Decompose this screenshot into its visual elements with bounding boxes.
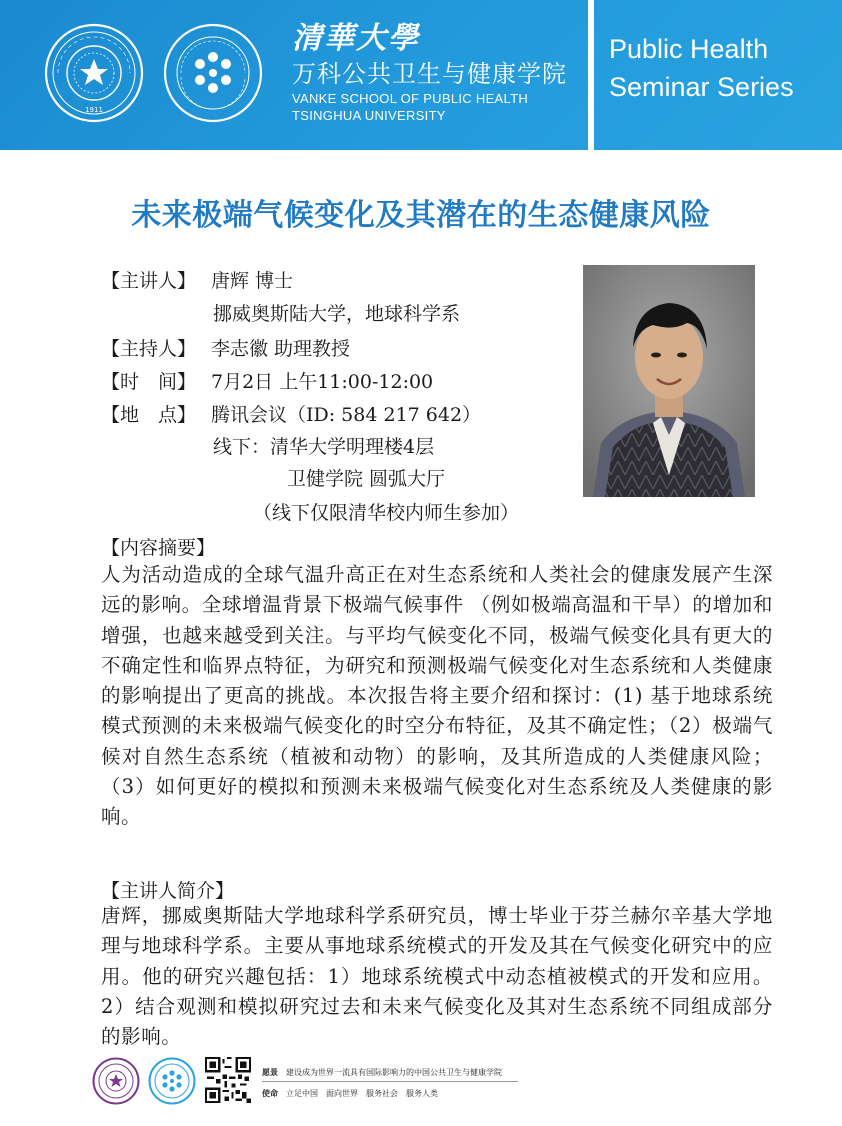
host-row <box>101 336 350 362</box>
place-online: 腾讯会议（ID: 584 217 642） <box>211 404 482 426</box>
tsinghua-calligraphy: 清華大學 <box>292 21 420 56</box>
vanke-school-logo <box>163 23 263 123</box>
series-line-2: Seminar Series <box>609 72 794 102</box>
header-banner <box>0 0 842 150</box>
speaker-row <box>101 268 293 294</box>
time-label: 【时 间】 <box>101 371 197 393</box>
seminar-title: 未来极端气候变化及其潜在的生态健康风险 <box>131 198 711 233</box>
seminar-series-label <box>609 30 794 106</box>
footer-vision <box>262 1067 502 1078</box>
place-offline-2: 卫健学院 圆弧大厅 <box>287 468 446 490</box>
mission-text: 立足中国 面向世界 服务社会 服务人类 <box>286 1089 438 1098</box>
host-label: 【主持人】 <box>101 338 197 360</box>
speaker-label: 【主讲人】 <box>101 270 197 292</box>
abstract-heading: 【内容摘要】 <box>101 537 216 559</box>
series-line-1: Public Health <box>609 34 769 64</box>
footer-divider <box>262 1081 518 1082</box>
speaker-photo <box>583 265 755 497</box>
bio-text: 唐辉，挪威奥斯陆大学地球科学系研究员，博士毕业于芬兰赫尔辛基大学地理与地球科学系。主要从事地球系统模式的开发及其在气候变化研究中的应用。他的研究兴趣包括：1）地球系统模式中动态植被模式的开发和应用。 2）结合观测和模拟研究过去和未来气候变化及其对生态系统不同组成部分的影响。 <box>101 904 773 1049</box>
mission-label: 使命 <box>262 1089 278 1098</box>
seal-year: 1911 <box>85 106 103 114</box>
time-row <box>101 369 433 395</box>
school-brand <box>292 22 567 124</box>
vision-label: 愿景 <box>262 1068 278 1077</box>
vision-text: 建设成为世界一流具有国际影响力的中国公共卫生与健康学院 <box>286 1068 502 1077</box>
speaker-affiliation: 挪威奥斯陆大学，地球科学系 <box>213 303 461 325</box>
school-name-en-2: TSINGHUA UNIVERSITY <box>292 108 446 123</box>
school-name-en-1: VANKE SCHOOL OF PUBLIC HEALTH <box>292 91 529 106</box>
bio-heading: 【主讲人简介】 <box>101 880 235 902</box>
host-name: 李志徽 助理教授 <box>211 338 351 360</box>
speaker-name: 唐辉 博士 <box>211 270 294 292</box>
header-divider <box>588 0 594 150</box>
qr-code <box>205 1057 251 1103</box>
place-row <box>101 402 481 428</box>
footer-mission <box>262 1088 438 1099</box>
school-name-cn: 万科公共卫生与健康学院 <box>292 60 567 88</box>
time-value: 7月2日 上午11:00-12:00 <box>211 371 434 393</box>
abstract-text: 人为活动造成的全球气温升高正在对生态系统和人类社会的健康发展产生深远的影响。全球增温背景下极端气候事件 （例如极端高温和干旱）的增加和增强，也越来越受到关注。与平均气候变化不同，极端气候变化具有更大的不确定性和临界点特征，为研究和预测极端气候变化对生态系统和人类健康的影响提出了更高的挑战。本次报告将主要介绍和探讨：(1) 基于地球系统模式预测的未来极端气候变化的时空分布特征，及其不确定性；（2）极端气候对自然生态系统（植被和动物）的影响，及其所造成的人类健康风险；（3）如何更好的模拟和预测未来极端气候变化对生态系统及人类健康的影响。 <box>101 563 773 829</box>
place-note: （线下仅限清华校内师生参加） <box>253 502 520 524</box>
footer-vanke-logo <box>148 1057 196 1105</box>
place-offline-1: 线下：清华大学明理楼4层 <box>213 436 435 458</box>
place-label: 【地 点】 <box>101 404 197 426</box>
footer-tsinghua-logo <box>92 1057 140 1105</box>
tsinghua-university-logo <box>44 23 144 123</box>
